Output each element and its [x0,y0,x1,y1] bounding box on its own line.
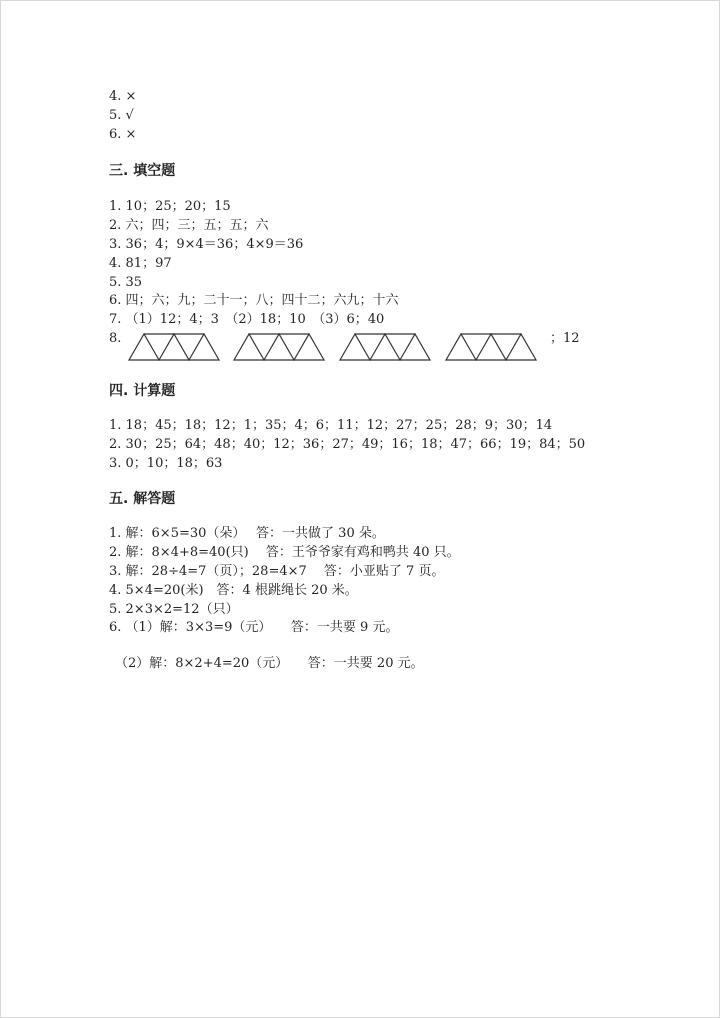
section-heading-3: 三. 填空题 [109,163,176,179]
answer-5-3: 3. 解：28÷4=7（页）；28=4×7 答：小亚贴了 7 页。 [109,564,445,579]
triangle-group-2 [234,334,324,360]
answer-5-2: 2. 解：8×4+8=40(只) 答：王爷爷家有鸡和鸭共 40 只。 [109,545,460,560]
answer-3-1: 1. 10；25；20；15 [109,199,231,214]
answer-4-1: 1. 18；45；18；12；1；35；4；6；11；12；27；25；28；9；30；14 [109,418,553,433]
answer-3-3: 3. 36；4；9×4＝36；4×9＝36 [109,237,304,252]
answer-5-6-part2: （2）解：8×2+4=20（元） 答：一共要 20 元。 [115,656,424,671]
answer-5-6: 6. （1）解：3×3=9（元） 答：一共要 9 元。 [109,620,399,635]
answer-3-2: 2. 六；四；三；五；五；六 [109,218,269,233]
triangle-figure [125,330,547,362]
answer-5-5: 5. 2×3×2=12（只） [109,602,239,617]
answer-3-7: 7. （1）12；4；3 （2）18；10 （3）6；40 [109,312,385,327]
answer-3-8-result: ；12 [550,331,580,346]
answer-3-8-number: 8. [109,331,122,346]
answer-3-5: 5. 35 [109,275,143,290]
answer-3-6: 6. 四；六；九；二十一；八；四十二；六九；十六 [109,293,399,308]
triangle-group-1 [129,334,219,360]
section-heading-5: 五. 解答题 [109,491,176,507]
section-heading-4: 四. 计算题 [109,383,176,399]
answer-2-5: 5. √ [109,108,134,123]
triangle-group-3 [340,334,430,360]
answer-2-4: 4. × [109,89,137,104]
answer-4-3: 3. 0；10；18；63 [109,456,223,471]
answer-3-4: 4. 81；97 [109,256,172,271]
answer-5-4: 4. 5×4=20(米) 答：4 根跳绳长 20 米。 [109,583,358,598]
triangle-group-4 [446,334,536,360]
answer-2-6: 6. × [109,127,137,142]
answer-5-1: 1. 解：6×5=30（朵） 答：一共做了 30 朵。 [109,526,385,541]
answer-4-2: 2. 30；25；64；48；40；12；36；27；49；16；18；47；66；19；84；50 [109,437,586,452]
